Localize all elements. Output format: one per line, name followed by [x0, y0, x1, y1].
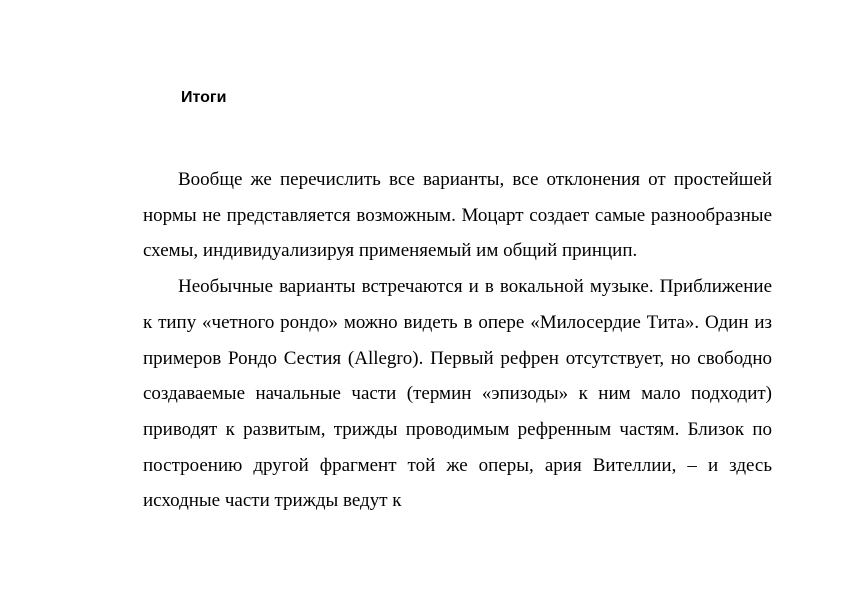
- paragraph-2: Необычные варианты встречаются и в вокальной музыке. Приближение к типу «четного рондо» можно видеть в опере «Милосердие Тита». Один из примеров Рондо Сестия (Allegro). Первый рефрен отсутствует, но свободно создаваемые начальные части (термин «эпизоды» к ним мало подходит) приводят к развитым, трижды проводимым рефренным частям. Близок по построению другой фрагмент той же оперы, ария Вителлии, – и здесь исходные части трижды ведут к: [143, 276, 772, 512]
- section-heading: Итоги: [181, 89, 227, 106]
- paragraph-1: Вообще же перечислить все варианты, все отклонения от простейшей нормы не представляется возможным. Моцарт создает самые разнообразные схемы, индивидуализируя применяемый им общий принцип.: [143, 169, 772, 262]
- body-text: [143, 162, 772, 519]
